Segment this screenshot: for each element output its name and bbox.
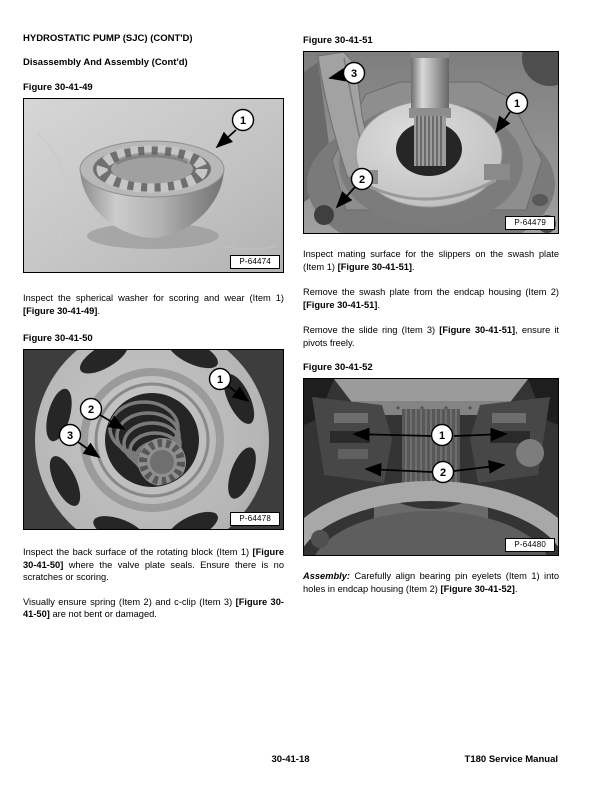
paragraph [23, 292, 284, 317]
rotating-block-image [24, 350, 283, 529]
figure-49-photo [23, 98, 284, 273]
text-run: Inspect mating surface for the slippers on the swash plate (Item 1) [303, 249, 559, 272]
svg-text:2: 2 [439, 467, 447, 479]
text-run: . [377, 299, 380, 310]
text-run: Visually ensure spring (Item 2) and c-clip (Item 3) [23, 596, 236, 607]
figure-reference: [Figure 30-41-49] [23, 305, 98, 316]
figure-50-caption: Figure 30-41-50 [23, 333, 93, 344]
paragraph [23, 596, 284, 621]
figure-52-photo [303, 378, 559, 556]
assembly-label: Assembly: [303, 571, 351, 581]
figure-52-caption: Figure 30-41-52 [303, 362, 373, 373]
text-run: Remove the slide ring (Item 3) [303, 325, 440, 335]
svg-text:1: 1 [239, 115, 247, 127]
figure-reference: [Figure 30-41-51] [439, 325, 516, 335]
svg-text:3: 3 [66, 430, 74, 442]
figure-51-caption: Figure 30-41-51 [303, 35, 373, 46]
bearing-pin-image [304, 379, 558, 555]
page-number: 30-41-18 [271, 754, 310, 765]
section-title: HYDROSTATIC PUMP (SJC) (CONT'D) [23, 33, 193, 44]
figure-reference: [Figure 30-41-51] [303, 299, 378, 310]
paragraph [23, 546, 284, 584]
svg-text:1: 1 [513, 98, 521, 110]
left-column [23, 33, 284, 621]
text-run: where the valve plate seals. Ensure there is no scratches or scoring. [23, 559, 284, 582]
manual-title: T180 Service Manual [464, 754, 558, 765]
page-footer [23, 754, 558, 768]
photo-id-label: P-64479 [505, 216, 555, 230]
svg-text:3: 3 [350, 68, 358, 80]
figure-reference: [Figure 30-41-50] [23, 547, 284, 570]
svg-text:1: 1 [438, 430, 446, 442]
text-run: , ensure it pivots freely. [303, 325, 559, 348]
paragraph [303, 324, 559, 349]
text-run: Remove the swash plate from the endcap housing (Item 2) [303, 287, 559, 297]
figure-49-caption: Figure 30-41-49 [23, 82, 93, 93]
photo-id-label: P-64480 [505, 538, 555, 552]
svg-text:1: 1 [216, 374, 224, 386]
swash-plate-image [304, 52, 558, 233]
text-run: . [412, 261, 415, 272]
photo-id-label: P-64474 [230, 255, 280, 269]
paragraph [303, 286, 559, 311]
right-column [303, 35, 559, 595]
paragraph [303, 570, 559, 595]
paragraph [303, 248, 559, 273]
section-subtitle: Disassembly And Assembly (Cont'd) [23, 57, 188, 68]
figure-reference: [Figure 30-41-52] [440, 583, 515, 594]
svg-text:2: 2 [358, 174, 366, 186]
svg-text:2: 2 [87, 404, 95, 416]
spherical-washer-image [24, 99, 283, 272]
text-run: . [97, 305, 100, 316]
text-run: Inspect the back surface of the rotating block (Item 1) [23, 547, 253, 557]
figure-50-photo [23, 349, 284, 530]
text-run: . [514, 583, 518, 594]
figure-51-photo [303, 51, 559, 234]
text-run: Inspect the spherical washer for scoring and wear (Item 1) [23, 293, 284, 303]
text-run: Carefully align bearing pin eyelets (Item 1) into holes in endcap housing (Item 2) [303, 571, 559, 594]
figure-reference: [Figure 30-41-51] [337, 261, 413, 272]
text-run: are not bent or damaged. [49, 609, 157, 619]
photo-id-label: P-64478 [230, 512, 280, 526]
figure-reference: [Figure 30-41-50] [23, 596, 284, 619]
